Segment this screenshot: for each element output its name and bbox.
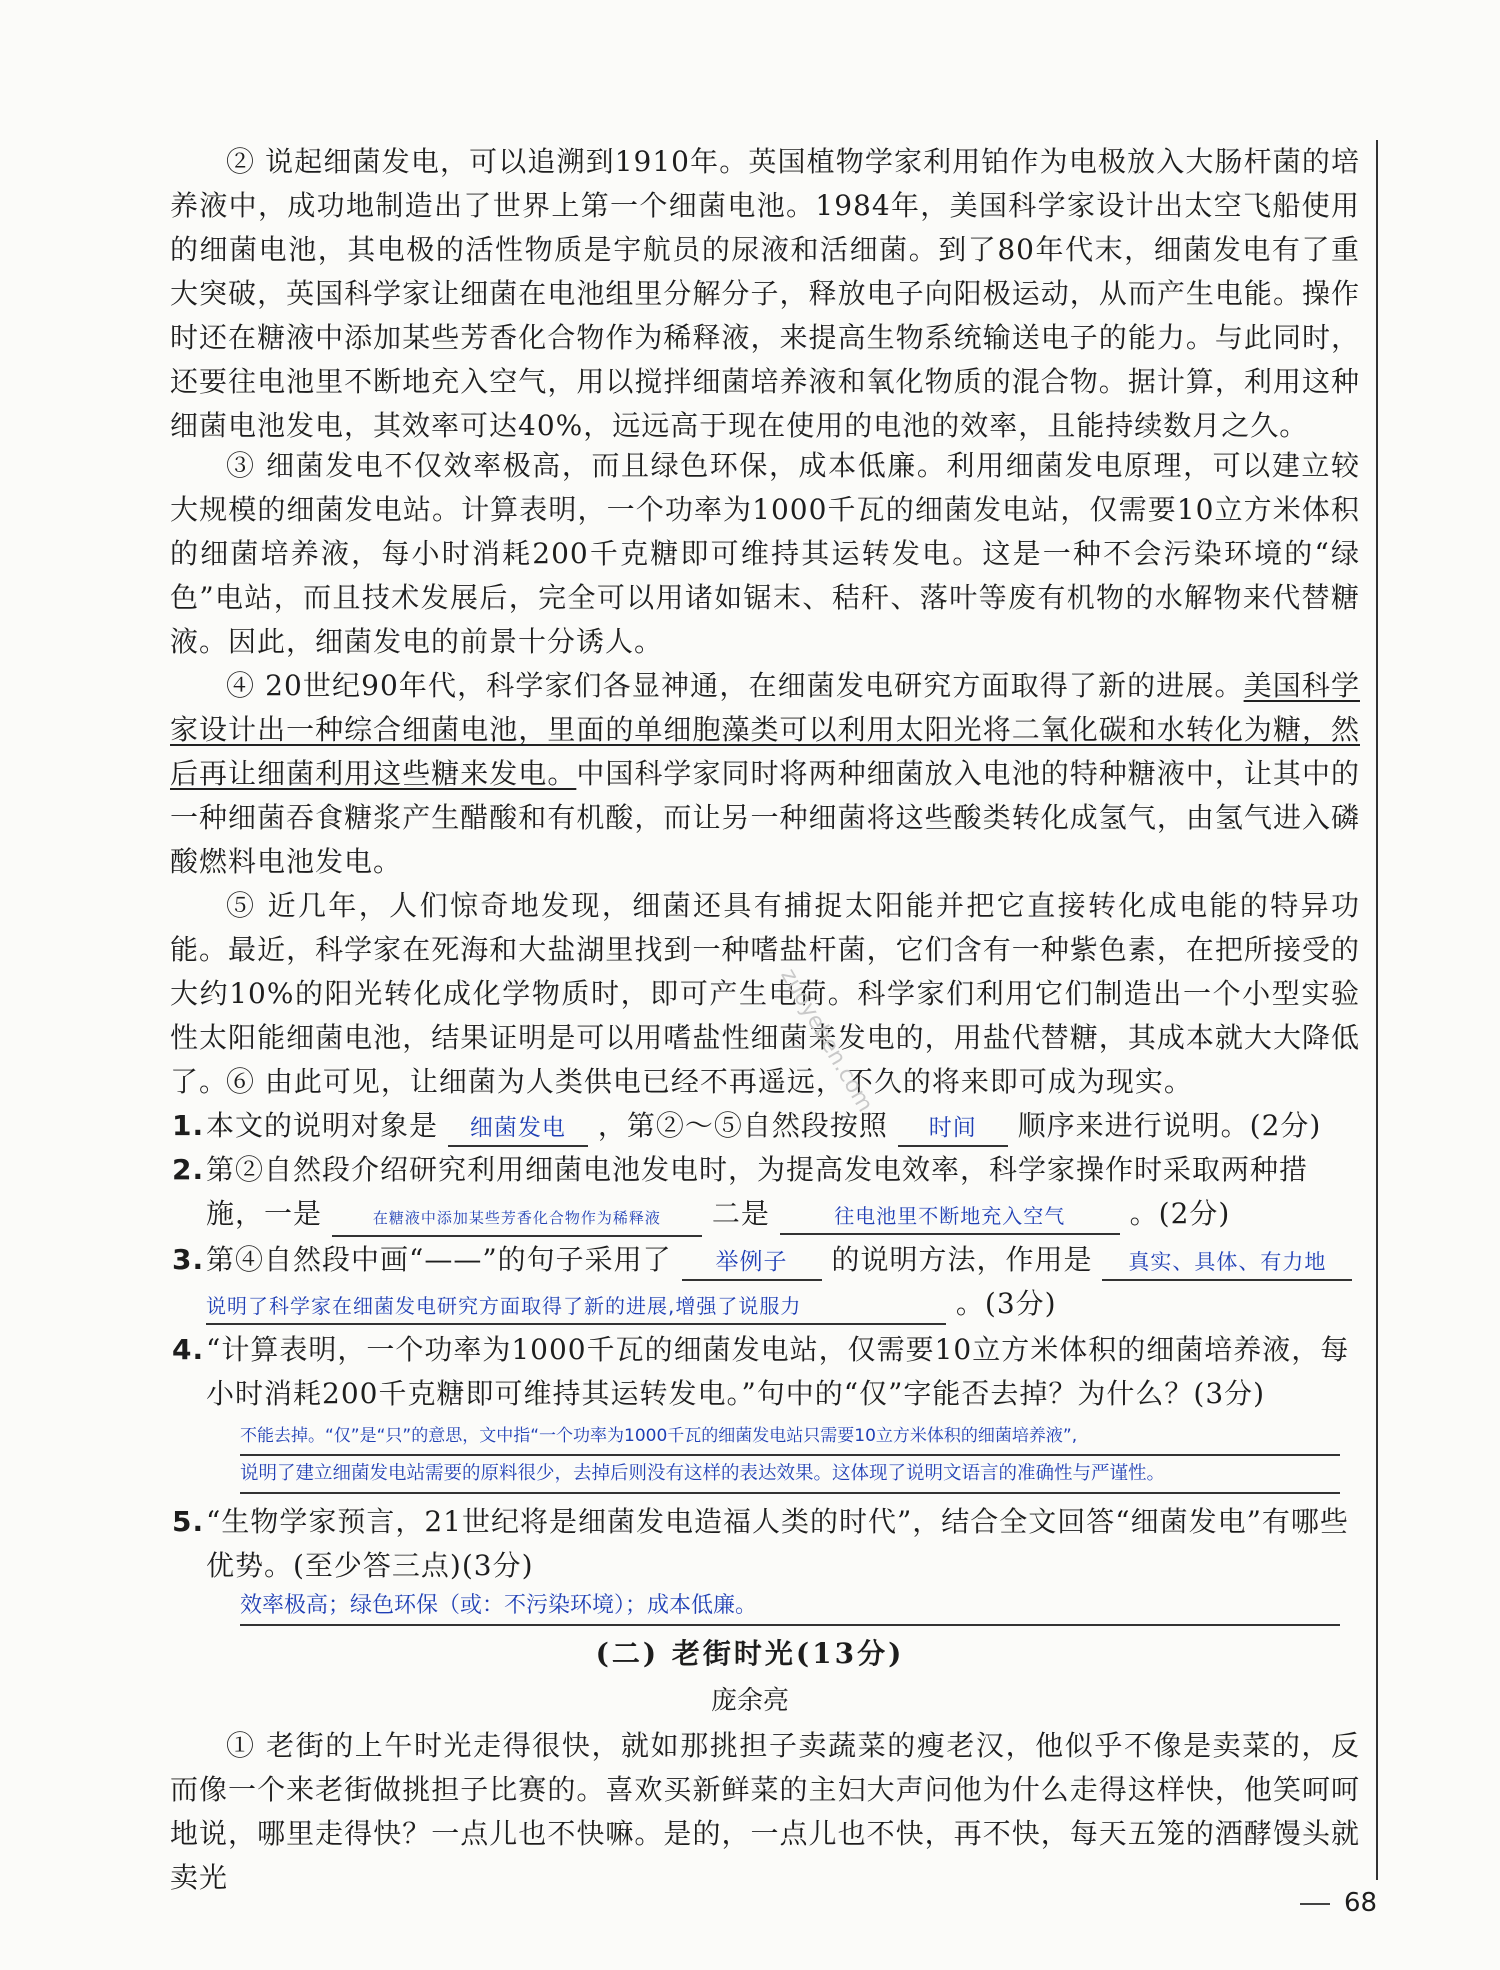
question-4: [172, 1328, 1356, 1416]
question-3-text-c: 。(3分): [955, 1287, 1057, 1320]
paragraph-4: [170, 664, 1360, 884]
question-3-answer-b[interactable]: 真实、具体、有力地: [1102, 1245, 1352, 1281]
author-name: 庞余亮: [710, 1686, 789, 1716]
question-4-answer-line-1[interactable]: 不能去掉。“仅”是“只”的意思，文中指“一个功率为1000千瓦的细菌发电站只需要10立方米体积的细菌培养液”,: [240, 1418, 1340, 1456]
paragraph-4-rest: 中国科学家同时将两种细菌放入电池的特种糖液中，让其中的一种细菌吞食糖浆产生醋酸和有机酸，而让另一种细菌将这些酸类转化成氢气，由氢气进入磷酸燃料电池发电。: [170, 757, 1360, 878]
watermark: zuoyeben.com: [775, 964, 878, 1117]
question-5: [172, 1500, 1356, 1588]
question-4-number: 4.: [172, 1333, 205, 1366]
page-number-footer: [1300, 1888, 1377, 1918]
question-2-number: 2.: [172, 1153, 205, 1186]
paragraph-6: ⑥ 由此可见，让细菌为人类供电已经不再遥远，不久的将来即可成为现实。: [226, 1065, 1193, 1098]
question-1-answer-a[interactable]: 细菌发电: [448, 1111, 588, 1147]
paragraph-4-underlined-sentence: 美国科学家设计出一种综合细菌电池，里面的单细胞藻类可以利用太阳光将二氧化碳和水转化为糖，然后再让细菌利用这些糖来发电。: [170, 669, 1360, 790]
question-3-answer-a[interactable]: 举例子: [682, 1245, 822, 1281]
question-1-text-c: 顺序来进行说明。(2分): [1017, 1109, 1322, 1142]
question-3-text-b: 的说明方法，作用是: [831, 1243, 1093, 1276]
section-2-paragraph-1: ① 老街的上午时光走得很快，就如那挑担子卖蔬菜的瘦老汉，他似乎不像是卖菜的，反而像一个来老街做挑担子比赛的。喜欢买新鲜菜的主妇大声问他为什么走得这样快，他笑呵呵地说，哪里走得快？一点儿也不快嘛。是的，一点儿也不快，再不快，每天五笼的酒酵馒头就卖光: [170, 1729, 1360, 1894]
question-4-text: “计算表明，一个功率为1000千瓦的细菌发电站，仅需要10立方米体积的细菌培养液，每小时消耗200千克糖即可维持其运转发电。”句中的“仅”字能否去掉？为什么？(3分): [206, 1333, 1350, 1410]
question-5-answer-line-1[interactable]: 效率极高；绿色环保（或：不污染环境）；成本低廉。: [240, 1588, 1340, 1626]
question-1-text-a: 本文的说明对象是: [206, 1109, 439, 1142]
question-2-answer-a[interactable]: 在糖液中添加某些芳香化合物作为稀释液: [332, 1201, 702, 1237]
question-1-answer-b[interactable]: 时间: [898, 1111, 1008, 1147]
margin-rule: [1376, 140, 1378, 1880]
question-3-text-a: 第④自然段中画“——”的句子采用了: [206, 1243, 672, 1276]
question-2-text-b: 二是: [711, 1197, 770, 1230]
question-2-answer-b[interactable]: 往电池里不断地充入空气: [780, 1199, 1120, 1235]
paragraph-5: ⑤ 近几年，人们惊奇地发现，细菌还具有捕捉太阳能并把它直接转化成电能的特异功能。最近，科学家在死海和大盐湖里找到一种嗜盐杆菌，它们含有一种紫色素，在把所接受的大约10%的阳光转化成化学物质时，即可产生电荷。科学家们利用它们制造出一个小型实验性太阳能细菌电池，结果证明是可以用嗜盐性细菌来发电的，用盐代替糖，其成本就大大降低了。: [170, 889, 1360, 1098]
page-number: 68: [1344, 1888, 1378, 1918]
question-1-text-b: ，第②～⑤自然段按照: [597, 1109, 888, 1142]
paragraph-3: ③ 细菌发电不仅效率极高，而且绿色环保，成本低廉。利用细菌发电原理，可以建立较大规模的细菌发电站。计算表明，一个功率为1000千瓦的细菌发电站，仅需要10立方米体积的细菌培养液，每小时消耗200千克糖即可维持其运转发电。这是一种不会污染环境的“绿色”电站，而且技术发展后，完全可以用诸如锯末、秸秆、落叶等废有机物的水解物来代替糖液。因此，细菌发电的前景十分诱人。: [170, 449, 1360, 658]
question-2-text-a: 第②自然段介绍研究利用细菌电池发电时，为提高发电效率，科学家操作时采取两种措施，一是: [206, 1153, 1309, 1230]
question-3-answer-c[interactable]: 说明了科学家在细菌发电研究方面取得了新的进展,增强了说服力: [206, 1289, 946, 1325]
section-title: (二) 老街时光(13分): [595, 1637, 905, 1670]
question-3-number: 3.: [172, 1243, 205, 1276]
footer-dash: [1300, 1903, 1330, 1905]
question-1-number: 1.: [172, 1109, 205, 1142]
question-4-answer-line-2[interactable]: 说明了建立细菌发电站需要的原料很少，去掉后则没有这样的表达效果。这体现了说明文语言的准确性与严谨性。: [240, 1456, 1340, 1494]
question-2: [172, 1148, 1356, 1237]
question-3: [172, 1238, 1356, 1326]
question-2-text-c: 。(2分): [1129, 1197, 1231, 1230]
question-5-number: 5.: [172, 1505, 205, 1538]
paragraph-4-intro: ④ 20世纪90年代，科学家们各显神通，在细菌发电研究方面取得了新的进展。: [226, 669, 1244, 702]
question-5-text: “生物学家预言，21世纪将是细菌发电造福人类的时代”，结合全文回答“细菌发电”有哪些优势。(至少答三点)(3分): [206, 1505, 1349, 1582]
paragraph-2: ② 说起细菌发电，可以追溯到1910年。英国植物学家利用铂作为电极放入大肠杆菌的培养液中，成功地制造出了世界上第一个细菌电池。1984年，美国科学家设计出太空飞船使用的细菌电池，其电极的活性物质是宇航员的尿液和活细菌。到了80年代末，细菌发电有了重大突破，英国科学家让细菌在电池组里分解分子，释放电子向阳极运动，从而产生电能。操作时还在糖液中添加某些芳香化合物作为稀释液，来提高生物系统输送电子的能力。与此同时，还要往电池里不断地充入空气，用以搅拌细菌培养液和氧化物质的混合物。据计算，利用这种细菌电池发电，其效率可达40%，远远高于现在使用的电池的效率，且能持续数月之久。: [170, 145, 1360, 442]
question-1: [172, 1104, 1356, 1148]
